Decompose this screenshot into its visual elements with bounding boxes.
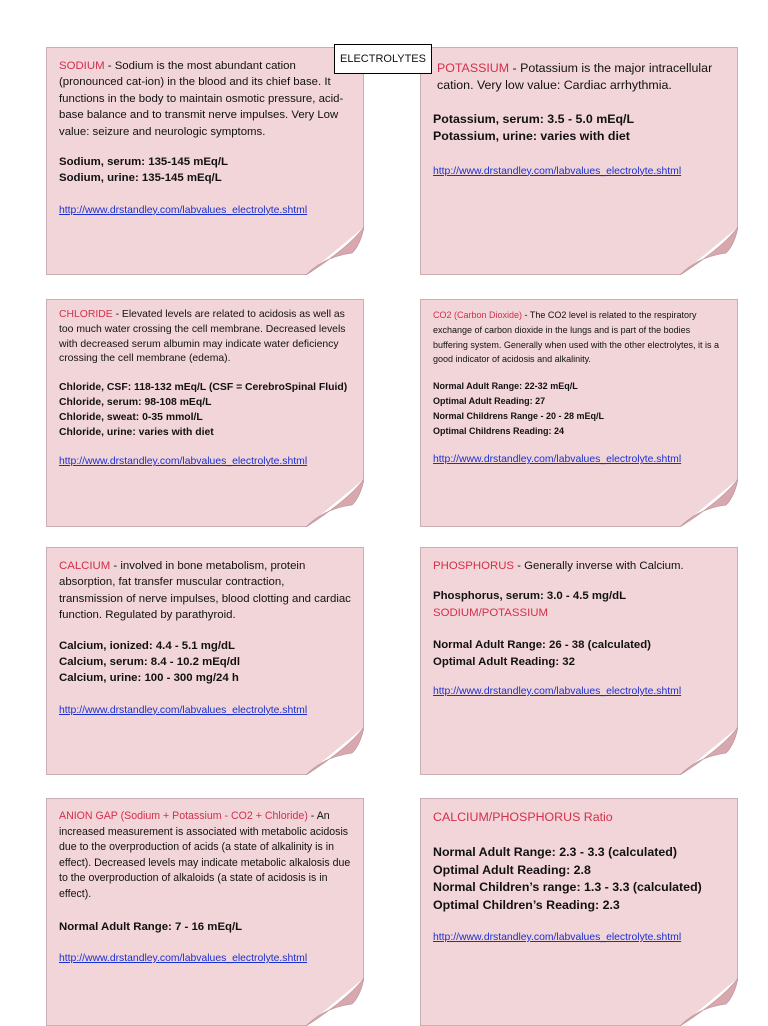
page-curl-icon — [680, 978, 738, 1026]
chloride-heading: CHLORIDE — [59, 309, 113, 320]
page-curl-icon — [680, 227, 738, 275]
sodium-potassium-values — [433, 637, 725, 670]
value-line: Chloride, urine: varies with diet — [59, 426, 214, 438]
value-line: Optimal Children’s Reading: 2.3 — [433, 897, 620, 912]
page-curl-icon — [680, 479, 738, 527]
sodium-values — [59, 154, 351, 187]
calcium-link[interactable]: http://www.drstandley.com/labvalues_electrolyte.shtml — [59, 704, 308, 716]
value-line: Optimal Adult Reading: 27 — [433, 395, 546, 406]
phosphorus-heading: PHOSPHORUS — [433, 560, 515, 572]
value-line: Calcium, serum: 8.4 - 10.2 mEq/dl — [59, 656, 241, 669]
chloride-card — [46, 299, 364, 527]
page-curl-icon — [680, 727, 738, 775]
potassium-link[interactable]: http://www.drstandley.com/labvalues_electrolyte.shtml — [433, 165, 682, 177]
calcium-phosphorus-card — [420, 798, 738, 1026]
page-curl-icon — [306, 978, 364, 1026]
calcium-desc-text: - involved in bone metabolism, protein absorption, fat transfer muscular contraction, transmission of nerve impulses, blood clotting and cardiac function. Regulated by parathyroid. — [59, 560, 351, 622]
value-line: Normal Adult Range: 22-32 mEq/L — [433, 381, 578, 392]
value-line: Normal Adult Range: 2.3 - 3.3 (calculated) — [433, 845, 677, 860]
co2-desc-text: - The CO2 level is related to the respiratory exchange of carbon dioxide in the lungs and is part of the bodies buffering system. Generally when used with the other electrolytes, it is a good indicator of acidosis and alkalinity. — [433, 310, 719, 365]
page-curl-icon — [306, 479, 364, 527]
chloride-description — [59, 308, 351, 367]
page-title-text: ELECTROLYTES — [340, 53, 426, 65]
chloride-values — [59, 381, 351, 440]
value-line: Normal Childrens Range - 20 - 28 mEq/L — [433, 410, 605, 421]
phosphorus-values — [433, 588, 725, 604]
calcium-card — [46, 547, 364, 775]
value-line: Potassium, serum: 3.5 - 5.0 mEq/L — [433, 111, 635, 126]
calcium-description — [59, 558, 351, 624]
anion-gap-heading: ANION GAP (Sodium + Potassium - CO2 + Chloride) — [59, 810, 308, 822]
phosphorus-card — [420, 547, 738, 775]
page-title — [334, 44, 432, 74]
phosphorus-desc-text: - Generally inverse with Calcium. — [514, 560, 684, 572]
anion-gap-values — [59, 919, 351, 935]
value-line: Optimal Childrens Reading: 24 — [433, 425, 565, 436]
anion-gap-link[interactable]: http://www.drstandley.com/labvalues_electrolyte.shtml — [59, 952, 308, 964]
potassium-heading: POTASSIUM — [437, 61, 510, 75]
value-line: Sodium, urine: 135-145 mEq/L — [59, 172, 222, 185]
page-curl-icon — [306, 227, 364, 275]
calcium-phosphorus-heading: CALCIUM/PHOSPHORUS Ratio — [433, 810, 613, 824]
sodium-link[interactable]: http://www.drstandley.com/labvalues_electrolyte.shtml — [59, 204, 308, 216]
value-line: Calcium, ionized: 4.4 - 5.1 mg/dL — [59, 639, 235, 652]
phosphorus-description — [433, 558, 725, 574]
calcium-phosphorus-values — [433, 844, 725, 914]
potassium-card — [420, 47, 738, 275]
sodium-heading: SODIUM — [59, 60, 105, 72]
chloride-desc-text: - Elevated levels are related to acidosis as well as too much water crossing the cell membrane. Decreased levels with decreased serum albumin may indicate water deficiency crossing the cell membrane (edema). — [59, 309, 346, 365]
value-line: Normal Adult Range: 26 - 38 (calculated) — [433, 639, 651, 652]
anion-gap-desc-text: - An increased measurement is associated with metabolic acidosis due to the overproduction of acids (a state of alkalinity is in effect). Decreased levels may indicate metabolic alkalosis due to the overproduction of alkaloids (a state of acidosis is in effect). — [59, 810, 351, 900]
calcium-phosphorus-link[interactable]: http://www.drstandley.com/labvalues_electrolyte.shtml — [433, 932, 682, 944]
calcium-heading: CALCIUM — [59, 560, 111, 572]
value-line: Chloride, sweat: 0-35 mmol/L — [59, 411, 203, 423]
value-line: Optimal Adult Reading: 32 — [433, 655, 575, 668]
potassium-values — [433, 111, 725, 146]
anion-gap-card — [46, 798, 364, 1026]
co2-heading: CO2 (Carbon Dioxide) — [433, 310, 523, 320]
co2-card — [420, 299, 738, 527]
sodium-card — [46, 47, 364, 275]
value-line: Calcium, urine: 100 - 300 mg/24 h — [59, 672, 239, 685]
calcium-values — [59, 638, 351, 687]
co2-link[interactable]: http://www.drstandley.com/labvalues_electrolyte.shtml — [433, 454, 682, 466]
value-line: Chloride, serum: 98-108 mEq/L — [59, 396, 212, 408]
value-line: Normal Adult Range: 7 - 16 mEq/L — [59, 920, 243, 933]
value-line: Phosphorus, serum: 3.0 - 4.5 mg/dL — [433, 590, 627, 603]
value-line: Chloride, CSF: 118-132 mEq/L (CSF = CerebroSpinal Fluid) — [59, 382, 348, 394]
sodium-description — [59, 58, 351, 140]
phosphorus-link[interactable]: http://www.drstandley.com/labvalues_electrolyte.shtml — [433, 686, 682, 698]
page-curl-icon — [306, 727, 364, 775]
sodium-potassium-heading: SODIUM/POTASSIUM — [433, 606, 548, 619]
value-line: Potassium, urine: varies with diet — [433, 129, 630, 144]
potassium-desc-text: - Potassium is the major intracellular cation. Very low value: Cardiac arrhythmia. — [437, 61, 713, 93]
chloride-link[interactable]: http://www.drstandley.com/labvalues_electrolyte.shtml — [59, 456, 308, 468]
value-line: Optimal Adult Reading: 2.8 — [433, 862, 591, 877]
sodium-desc-text: - Sodium is the most abundant cation (pronounced cat-ion) in the blood and its chief base. It functions in the body to maintain osmotic pressure, acid-base balance and to transmit nerve impulses. Very Low value: seizure and neurologic symptoms. — [59, 60, 344, 138]
value-line: Normal Children’s range: 1.3 - 3.3 (calculated) — [433, 880, 702, 895]
co2-description — [433, 308, 725, 367]
anion-gap-description — [59, 809, 351, 903]
value-line: Sodium, serum: 135-145 mEq/L — [59, 156, 229, 169]
co2-values — [433, 379, 725, 438]
potassium-description — [433, 60, 725, 95]
